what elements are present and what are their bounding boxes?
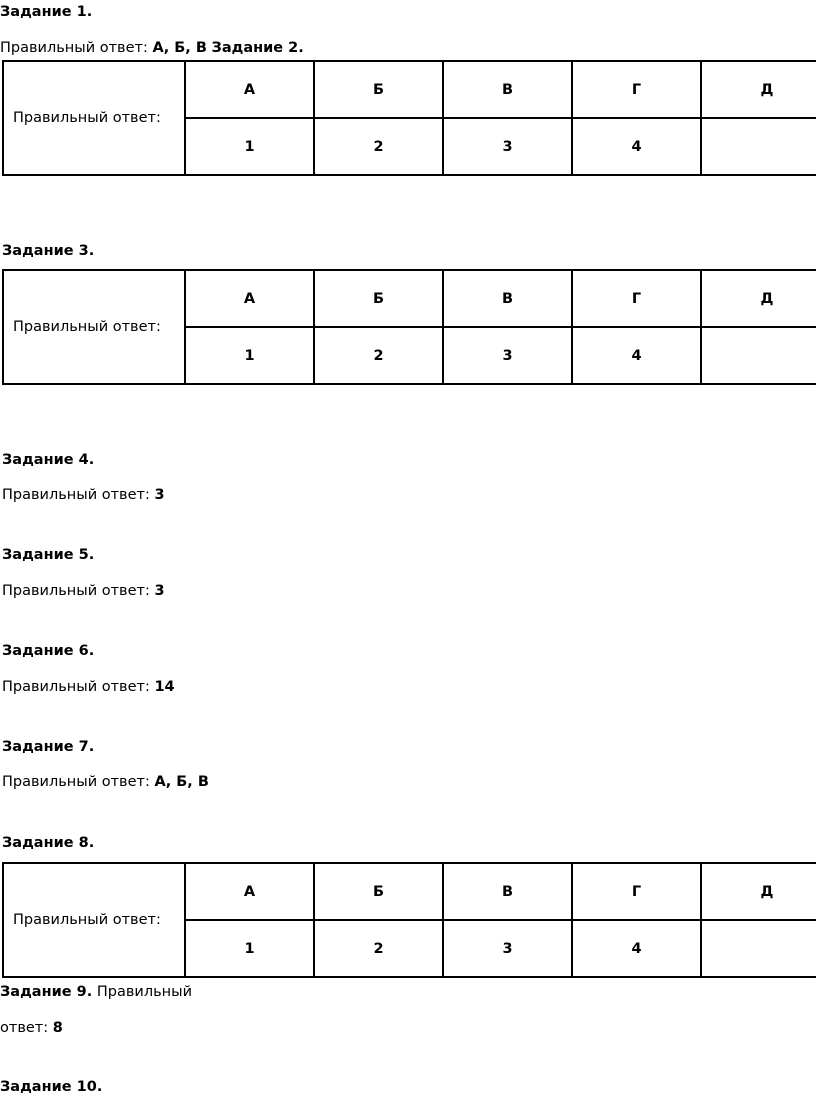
value-cell: 2: [314, 920, 443, 977]
header-cell: В: [443, 863, 572, 920]
header-cell: Д: [701, 61, 816, 118]
answer-label: ответ:: [0, 1020, 49, 1036]
header-cell: В: [443, 270, 572, 327]
value-cell: 3: [443, 118, 572, 175]
header-cell: Д: [701, 270, 816, 327]
task-1-title: Задание 1.: [0, 4, 93, 20]
header-cell: А: [185, 270, 314, 327]
task-9-answer: [0, 1019, 63, 1037]
task-1-answer: [0, 39, 304, 57]
value-cell: [701, 118, 816, 175]
answer-value: 3: [154, 487, 165, 503]
header-cell: Г: [572, 863, 701, 920]
task-7-answer: [2, 773, 209, 791]
answer-value: 14: [154, 679, 175, 695]
value-cell: 3: [443, 920, 572, 977]
value-cell: 4: [572, 920, 701, 977]
header-cell: Б: [314, 61, 443, 118]
task-8-answer-table: [2, 862, 816, 978]
value-cell: 1: [185, 327, 314, 384]
task-6-title: Задание 6.: [2, 643, 95, 659]
answer-label: Правильный ответ:: [0, 40, 148, 56]
task-2-title: Задание 2.: [211, 40, 304, 56]
header-cell: А: [185, 863, 314, 920]
answer-label: Правильный ответ:: [2, 583, 150, 599]
answer-label: Правильный ответ:: [3, 270, 185, 384]
answer-value: 8: [52, 1020, 63, 1036]
answer-label: Правильный ответ:: [3, 863, 185, 977]
value-cell: 4: [572, 327, 701, 384]
task-4-title: Задание 4.: [2, 452, 95, 468]
answer-value: А, Б, В: [154, 774, 209, 790]
value-cell: 1: [185, 920, 314, 977]
task-10-title: Задание 10.: [0, 1079, 103, 1095]
task-3-title: Задание 3.: [2, 243, 95, 259]
header-cell: Б: [314, 270, 443, 327]
answer-value: А, Б, В: [152, 40, 207, 56]
value-cell: 4: [572, 118, 701, 175]
task-3-answer-table: [2, 269, 816, 385]
answer-label: Правильный ответ:: [2, 679, 150, 695]
answer-label: Правильный ответ:: [2, 774, 150, 790]
value-cell: [701, 920, 816, 977]
task-5-title: Задание 5.: [2, 547, 95, 563]
header-cell: А: [185, 61, 314, 118]
header-cell: Б: [314, 863, 443, 920]
answer-label: Правильный: [96, 984, 192, 1000]
answer-value: 3: [154, 583, 165, 599]
task-9-title: Задание 9.: [0, 984, 93, 1000]
task-2-answer-table: [2, 60, 816, 176]
task-7-title: Задание 7.: [2, 739, 95, 755]
answer-label: Правильный ответ:: [2, 487, 150, 503]
value-cell: 1: [185, 118, 314, 175]
value-cell: 2: [314, 118, 443, 175]
header-cell: В: [443, 61, 572, 118]
header-cell: Г: [572, 61, 701, 118]
task-9-heading: [0, 983, 192, 1001]
header-cell: Д: [701, 863, 816, 920]
task-5-answer: [2, 582, 165, 600]
task-6-answer: [2, 678, 175, 696]
value-cell: 3: [443, 327, 572, 384]
value-cell: [701, 327, 816, 384]
task-8-title: Задание 8.: [2, 835, 95, 851]
task-4-answer: [2, 486, 165, 504]
header-cell: Г: [572, 270, 701, 327]
answer-label: Правильный ответ:: [3, 61, 185, 175]
value-cell: 2: [314, 327, 443, 384]
